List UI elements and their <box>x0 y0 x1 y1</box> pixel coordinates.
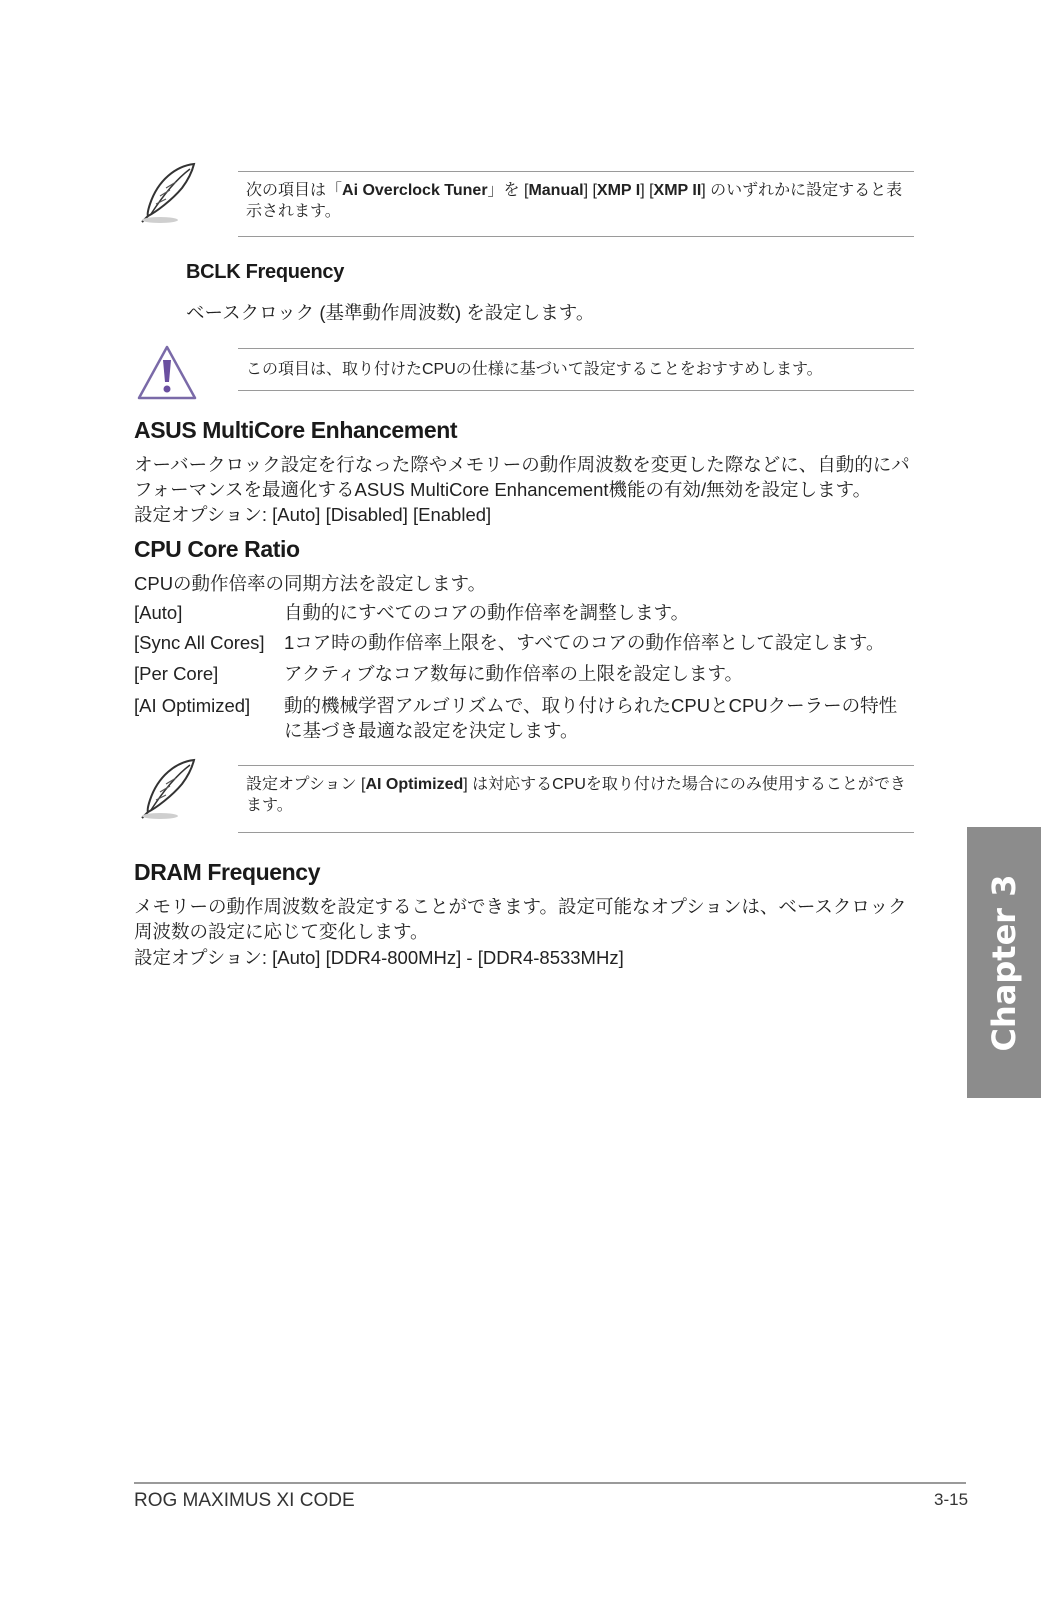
bclk-title: BCLK Frequency <box>186 261 345 283</box>
footer-product-name: ROG MAXIMUS XI CODE <box>134 1490 355 1511</box>
ratio-option-value: 1コア時の動作倍率上限を、すべてのコアの動作倍率として設定します。 <box>284 632 885 653</box>
note-box-ai-optimized: 設定オプション [AI Optimized] は対応するCPUを取り付けた場合にのみ使用することができます。 <box>238 765 914 833</box>
ratio-option-value: 動的機械学習アルゴリズムで、取り付けられたCPUとCPUクーラーの特性に基づき最適な設定を決定します。 <box>284 695 898 741</box>
dram-frequency-options: 設定オプション: [Auto] [DDR4-800MHz] - [DDR4-8533MHz] <box>134 947 624 968</box>
ratio-option-key: [AI Optimized] <box>134 695 251 716</box>
ratio-option-key: [Sync All Cores] <box>134 632 265 653</box>
ratio-option-key: [Auto] <box>134 602 183 623</box>
feather-pen-icon <box>136 756 200 822</box>
dram-frequency-title: DRAM Frequency <box>134 859 321 885</box>
warning-box-cpu-spec: この項目は、取り付けたCPUの仕様に基づいて設定することをおすすめします。 <box>238 348 914 391</box>
feather-pen-icon <box>136 160 200 226</box>
dram-frequency-description: メモリーの動作周波数を設定することができます。設定可能なオプションは、ベースクロック周波数の設定に応じて変化します。 <box>134 896 907 942</box>
ratio-option-value: アクティブなコア数毎に動作倍率の上限を設定します。 <box>284 663 743 684</box>
mce-options: 設定オプション: [Auto] [Disabled] [Enabled] <box>134 504 492 525</box>
ratio-option-key: [Per Core] <box>134 663 219 684</box>
warning-exclamation-icon <box>136 344 198 402</box>
footer-page-number: 3-15 <box>934 1490 969 1509</box>
bclk-description: ベースクロック (基準動作周波数) を設定します。 <box>186 302 595 323</box>
chapter-tab-label: Chapter 3 <box>985 874 1023 1051</box>
cpu-core-ratio-title: CPU Core Ratio <box>134 536 300 562</box>
mce-description: オーバークロック設定を行なった際やメモリーの動作周波数を変更した際などに、自動的にパフォーマンスを最適化するASUS MultiCore Enhancement機能の有効/無効を設定します。 <box>134 454 910 500</box>
footer-divider <box>134 1482 966 1484</box>
cpu-core-ratio-description: CPUの動作倍率の同期方法を設定します。 <box>134 573 487 594</box>
ratio-option-value: 自動的にすべてのコアの動作倍率を調整します。 <box>284 602 690 623</box>
note-box-ai-overclock: 次の項目は「Ai Overclock Tuner」を [Manual] [XMP I] [XMP II] のいずれかに設定すると表示されます。 <box>238 171 914 237</box>
chapter-tab <box>967 827 1041 1098</box>
mce-title: ASUS MultiCore Enhancement <box>134 417 458 443</box>
